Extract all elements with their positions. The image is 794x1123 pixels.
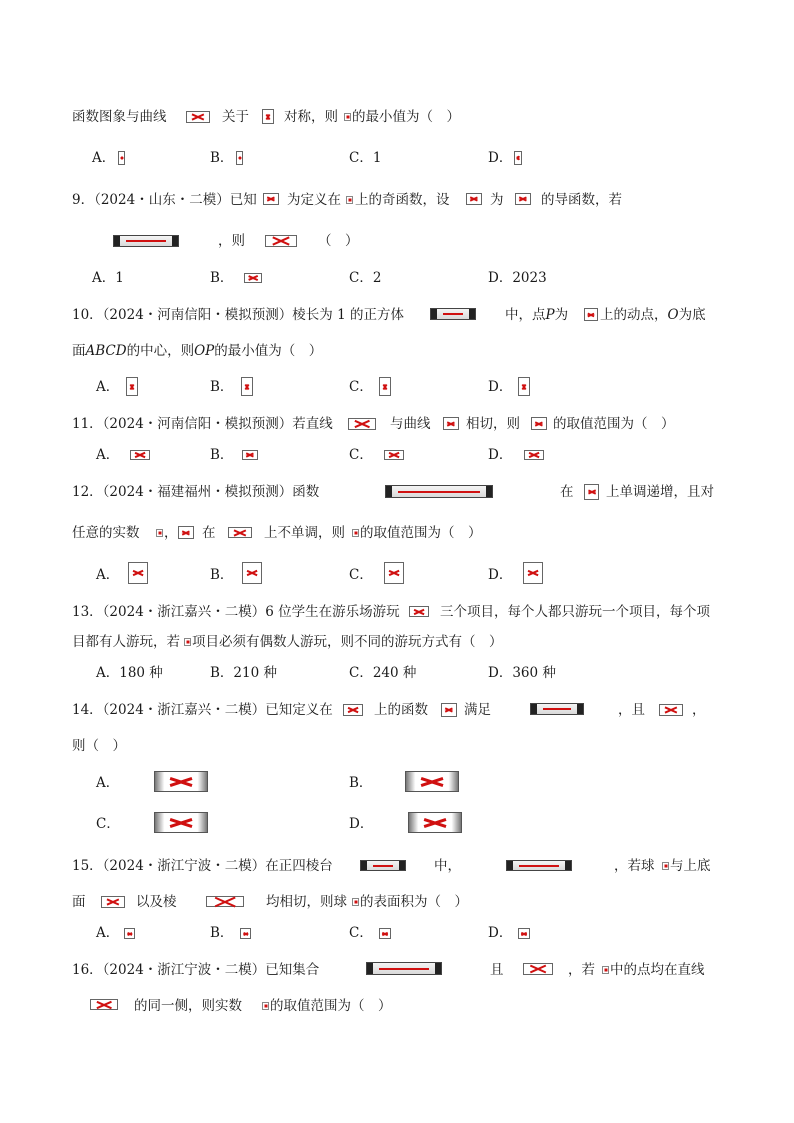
option-a: A． bbox=[96, 567, 120, 583]
option-b: B． bbox=[210, 379, 234, 395]
q13-text: 项目必须有偶数人游玩，则不同的游玩方式有（ ） bbox=[192, 634, 503, 650]
formula-image bbox=[430, 308, 476, 320]
option-d: D． bbox=[349, 816, 374, 832]
q11-text: 与曲线 bbox=[390, 416, 431, 432]
q-prev-text: 对称，则 bbox=[284, 109, 338, 125]
option-b: B． bbox=[210, 270, 234, 286]
q9-text: （ ） bbox=[318, 233, 359, 249]
q11-text: 相切，则 bbox=[466, 416, 520, 432]
q13-line2: 目都有人游玩，若 bbox=[72, 634, 180, 650]
q15-line1: 15．（2024・浙江宁波・二模）在正四棱台 bbox=[72, 858, 333, 874]
formula-image bbox=[514, 151, 522, 165]
formula-image bbox=[659, 704, 683, 716]
option-d: D． bbox=[488, 447, 513, 463]
q11-text: 的取值范围为（ ） bbox=[553, 416, 675, 432]
q12-line1: 12．（2024・福建福州・模拟预测）函数 bbox=[72, 484, 320, 500]
q-prev-text: 关于 bbox=[222, 109, 249, 125]
formula-image bbox=[518, 928, 530, 939]
q12-text: ， bbox=[164, 525, 178, 541]
q9-text: 的导函数，若 bbox=[541, 192, 622, 208]
formula-image bbox=[154, 812, 208, 833]
option-a: A． bbox=[96, 379, 120, 395]
q16-line2: 的同一侧，则实数 bbox=[134, 998, 242, 1014]
option-b: B．210 种 bbox=[210, 665, 277, 681]
formula-image bbox=[466, 193, 482, 205]
formula-image bbox=[242, 562, 262, 584]
option-a: A．1 bbox=[92, 270, 124, 286]
q9-text: 为 bbox=[490, 192, 504, 208]
formula-image bbox=[366, 962, 442, 975]
formula-image bbox=[244, 273, 262, 283]
formula-image bbox=[154, 771, 208, 792]
formula-image bbox=[524, 450, 544, 460]
formula-image bbox=[236, 151, 243, 165]
formula-image bbox=[602, 966, 609, 974]
formula-image bbox=[384, 562, 404, 584]
formula-image bbox=[124, 928, 135, 939]
formula-image bbox=[584, 308, 598, 321]
q15-text: 与上底 bbox=[670, 858, 711, 874]
option-a: A． bbox=[92, 150, 116, 166]
formula-image bbox=[379, 928, 391, 939]
formula-image bbox=[228, 527, 252, 538]
formula-image bbox=[348, 418, 376, 430]
formula-image bbox=[178, 526, 194, 539]
option-b: B． bbox=[210, 150, 234, 166]
option-d: D． bbox=[488, 379, 513, 395]
q14-text: 上的函数 bbox=[374, 702, 428, 718]
formula-image bbox=[409, 606, 429, 617]
option-d: D． bbox=[488, 150, 513, 166]
formula-image bbox=[523, 963, 553, 975]
q12-text: 的取值范围为（ ） bbox=[360, 525, 482, 541]
formula-image bbox=[531, 417, 547, 430]
formula-image bbox=[156, 529, 163, 537]
q16-text: 中的点均在直线 bbox=[610, 962, 705, 978]
option-c: C． bbox=[349, 447, 373, 463]
formula-image bbox=[113, 235, 179, 247]
formula-image bbox=[130, 450, 150, 460]
q10-line1: 10．（2024・河南信阳・模拟预测）棱长为 1 的正方体 bbox=[72, 307, 404, 323]
formula-image bbox=[265, 235, 297, 247]
formula-image bbox=[346, 196, 353, 204]
q10-line2: 面ABCD的中心，则OP的最小值为（ ） bbox=[72, 343, 323, 359]
option-c: C．2 bbox=[349, 270, 382, 286]
option-a: A． bbox=[96, 775, 120, 791]
q9-line2: ，则 bbox=[218, 233, 245, 249]
option-d: D．2023 bbox=[488, 270, 547, 286]
q-prev-line1: 函数图象与曲线 bbox=[72, 109, 167, 125]
option-c: C． bbox=[349, 567, 373, 583]
option-b: B． bbox=[210, 567, 234, 583]
option-c: C．240 种 bbox=[349, 665, 417, 681]
option-b: B． bbox=[349, 775, 373, 791]
formula-image bbox=[101, 896, 125, 908]
q13-line1: 13．（2024・浙江嘉兴・二模）6 位学生在游乐场游玩 bbox=[72, 604, 400, 620]
q12-text: 上不单调，则 bbox=[264, 525, 345, 541]
formula-image bbox=[523, 562, 543, 584]
q16-line1: 16．（2024・浙江宁波・二模）已知集合 bbox=[72, 962, 320, 978]
formula-image bbox=[584, 484, 599, 500]
formula-image bbox=[518, 377, 530, 396]
formula-image bbox=[206, 896, 244, 907]
formula-image bbox=[241, 377, 253, 396]
option-a: A． bbox=[96, 447, 120, 463]
q13-text: 三个项目，每个人都只游玩一个项目，每个项 bbox=[440, 604, 710, 620]
q12-text: 上单调递增，且对 bbox=[606, 484, 714, 500]
option-c: C． bbox=[349, 379, 373, 395]
formula-image bbox=[126, 377, 138, 396]
q14-text: ，且 bbox=[618, 702, 645, 718]
formula-image bbox=[344, 113, 351, 121]
formula-image bbox=[352, 529, 359, 537]
formula-image bbox=[128, 562, 148, 584]
option-d: D．360 种 bbox=[488, 665, 556, 681]
q14-line2: 则（ ） bbox=[72, 738, 126, 754]
formula-image bbox=[186, 111, 210, 123]
formula-image bbox=[262, 109, 274, 124]
q-prev-text: 的最小值为（ ） bbox=[352, 109, 460, 125]
q14-text: ， bbox=[692, 702, 706, 718]
q12-text: 在 bbox=[560, 484, 574, 500]
formula-image bbox=[515, 193, 531, 205]
q9-text: 为定义在 bbox=[287, 192, 341, 208]
q10-text: 中，点P为 bbox=[505, 307, 569, 323]
q12-text: 在 bbox=[202, 525, 216, 541]
q15-line2: 面 bbox=[72, 894, 86, 910]
formula-image bbox=[343, 704, 363, 716]
q15-text: 均相切，则球 bbox=[266, 894, 347, 910]
option-c: C． bbox=[96, 816, 120, 832]
q15-text: ，若球 bbox=[614, 858, 655, 874]
q15-text: 中， bbox=[434, 858, 461, 874]
q15-text: 以及棱 bbox=[136, 894, 177, 910]
formula-image bbox=[530, 703, 584, 715]
formula-image bbox=[662, 862, 669, 870]
formula-image bbox=[384, 450, 404, 460]
q16-text: 的取值范围为（ ） bbox=[270, 998, 392, 1014]
formula-image bbox=[118, 151, 125, 165]
formula-image bbox=[385, 485, 493, 498]
q12-line2: 任意的实数 bbox=[72, 525, 140, 541]
q16-text: ，若 bbox=[568, 962, 595, 978]
formula-image bbox=[443, 417, 459, 430]
formula-image bbox=[90, 999, 118, 1010]
option-b: B． bbox=[210, 447, 234, 463]
option-a: A． bbox=[96, 925, 120, 941]
formula-image bbox=[184, 638, 191, 646]
q15-text: 的表面积为（ ） bbox=[360, 894, 468, 910]
option-d: D． bbox=[488, 567, 513, 583]
option-d: D． bbox=[488, 925, 513, 941]
formula-image bbox=[263, 193, 279, 205]
q11-line1: 11．（2024・河南信阳・模拟预测）若直线 bbox=[72, 416, 333, 432]
formula-image bbox=[242, 450, 258, 460]
option-c: C．1 bbox=[349, 150, 382, 166]
formula-image bbox=[379, 377, 391, 396]
q14-line1: 14．（2024・浙江嘉兴・二模）已知定义在 bbox=[72, 702, 333, 718]
option-b: B． bbox=[210, 925, 234, 941]
formula-image bbox=[405, 771, 459, 792]
q14-text: 满足 bbox=[464, 702, 491, 718]
q9-line1: 9．（2024・山东・二模）已知 bbox=[72, 192, 257, 208]
formula-image bbox=[441, 703, 457, 717]
formula-image bbox=[262, 1002, 269, 1010]
formula-image bbox=[240, 928, 251, 939]
q9-text: 上的奇函数，设 bbox=[355, 192, 450, 208]
formula-image bbox=[408, 812, 462, 833]
formula-image bbox=[506, 860, 572, 871]
formula-image bbox=[352, 898, 359, 906]
q10-text: 上的动点，O为底 bbox=[600, 307, 706, 323]
formula-image bbox=[360, 860, 406, 871]
option-c: C． bbox=[349, 925, 373, 941]
option-a: A．180 种 bbox=[96, 665, 163, 681]
q16-text: 且 bbox=[490, 962, 504, 978]
